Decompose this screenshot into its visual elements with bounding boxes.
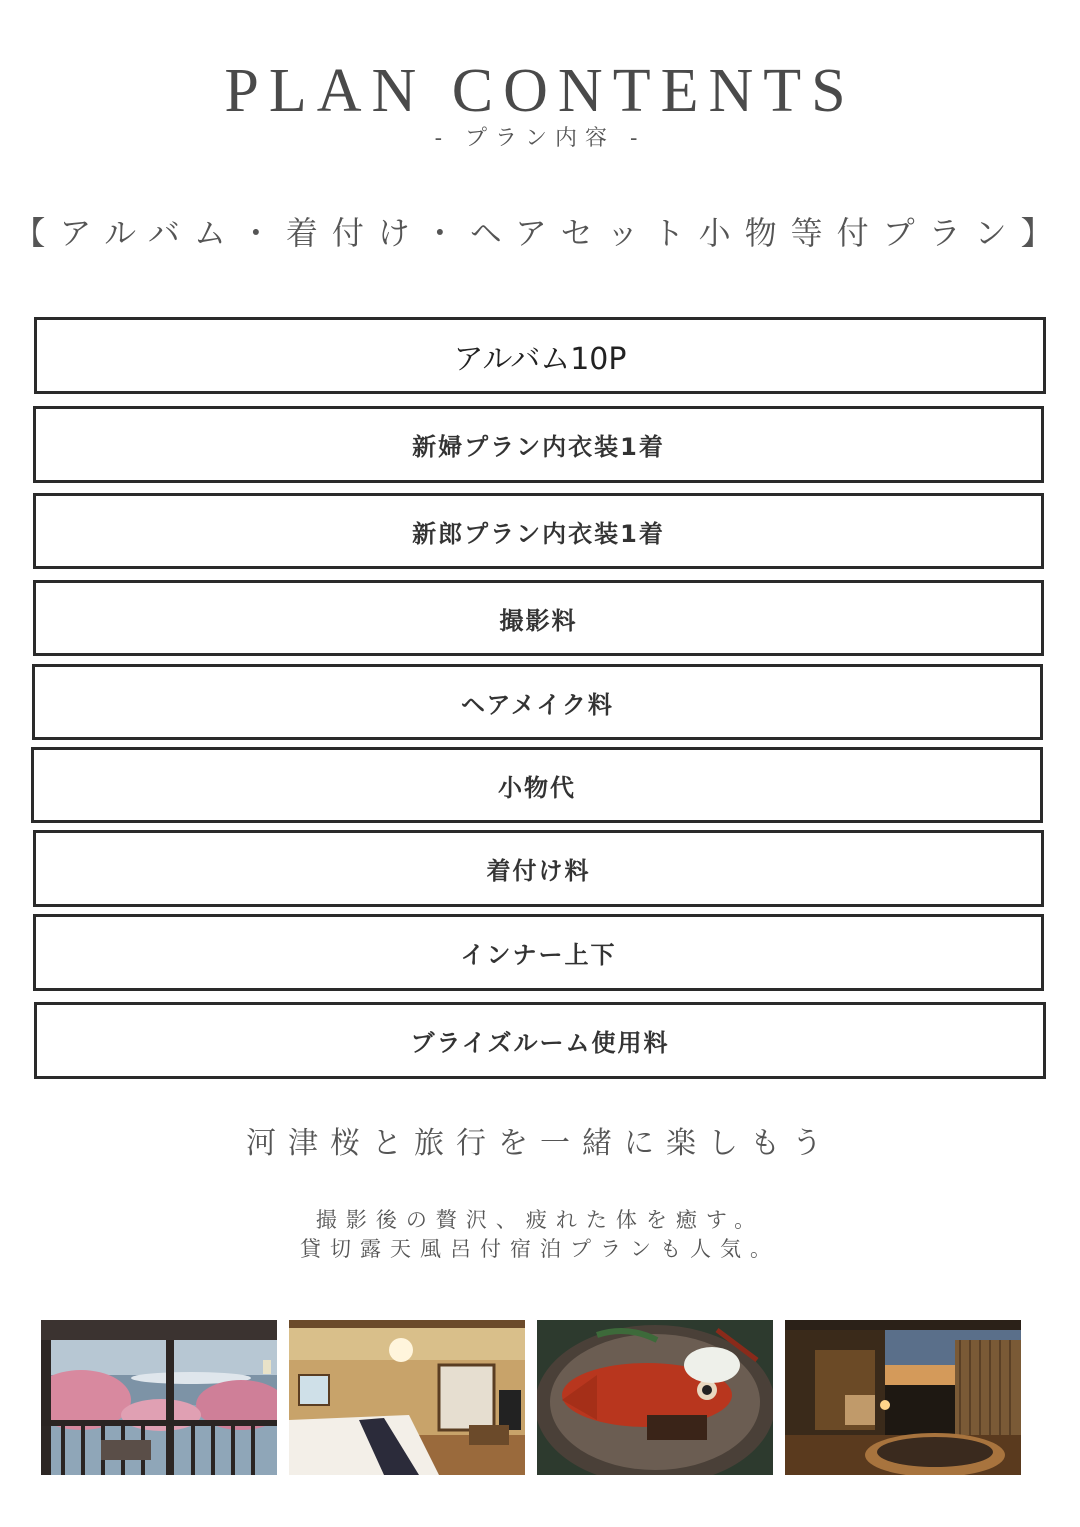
description-line-1: 撮影後の贅沢、疲れた体を癒す。 [315, 1208, 765, 1232]
description [0, 1206, 1080, 1264]
description-line-2: 貸切露天風呂付宿泊プランも人気。 [300, 1237, 780, 1261]
page-title: PLAN CONTENTS [224, 57, 856, 125]
item-album: アルバム10P [34, 317, 1046, 394]
page-subtitle: - プラン内容 - [434, 126, 646, 151]
item-accessories-fee: 小物代 [31, 747, 1043, 823]
night-bath-photo [785, 1320, 1021, 1475]
red-fish-dish-photo [537, 1320, 773, 1475]
item-bride-costume: 新婦プラン内衣装1着 [33, 406, 1044, 483]
item-innerwear: インナー上下 [33, 914, 1044, 991]
item-bridal-room-fee: ブライズルーム使用料 [34, 1002, 1046, 1079]
plan-name: 【アルバム・着付け・ヘアセット小物等付プラン】 [13, 214, 1067, 252]
item-dressing-fee: 着付け料 [33, 830, 1044, 907]
balcony-sea-view-photo [41, 1320, 277, 1475]
japanese-room-photo [289, 1320, 525, 1475]
item-photography-fee: 撮影料 [33, 580, 1044, 656]
tagline: 河津桜と旅行を一緒に楽しもう [246, 1126, 834, 1161]
item-groom-costume: 新郎プラン内衣装1着 [33, 493, 1044, 569]
item-hair-makeup-fee: ヘアメイク料 [32, 664, 1043, 740]
